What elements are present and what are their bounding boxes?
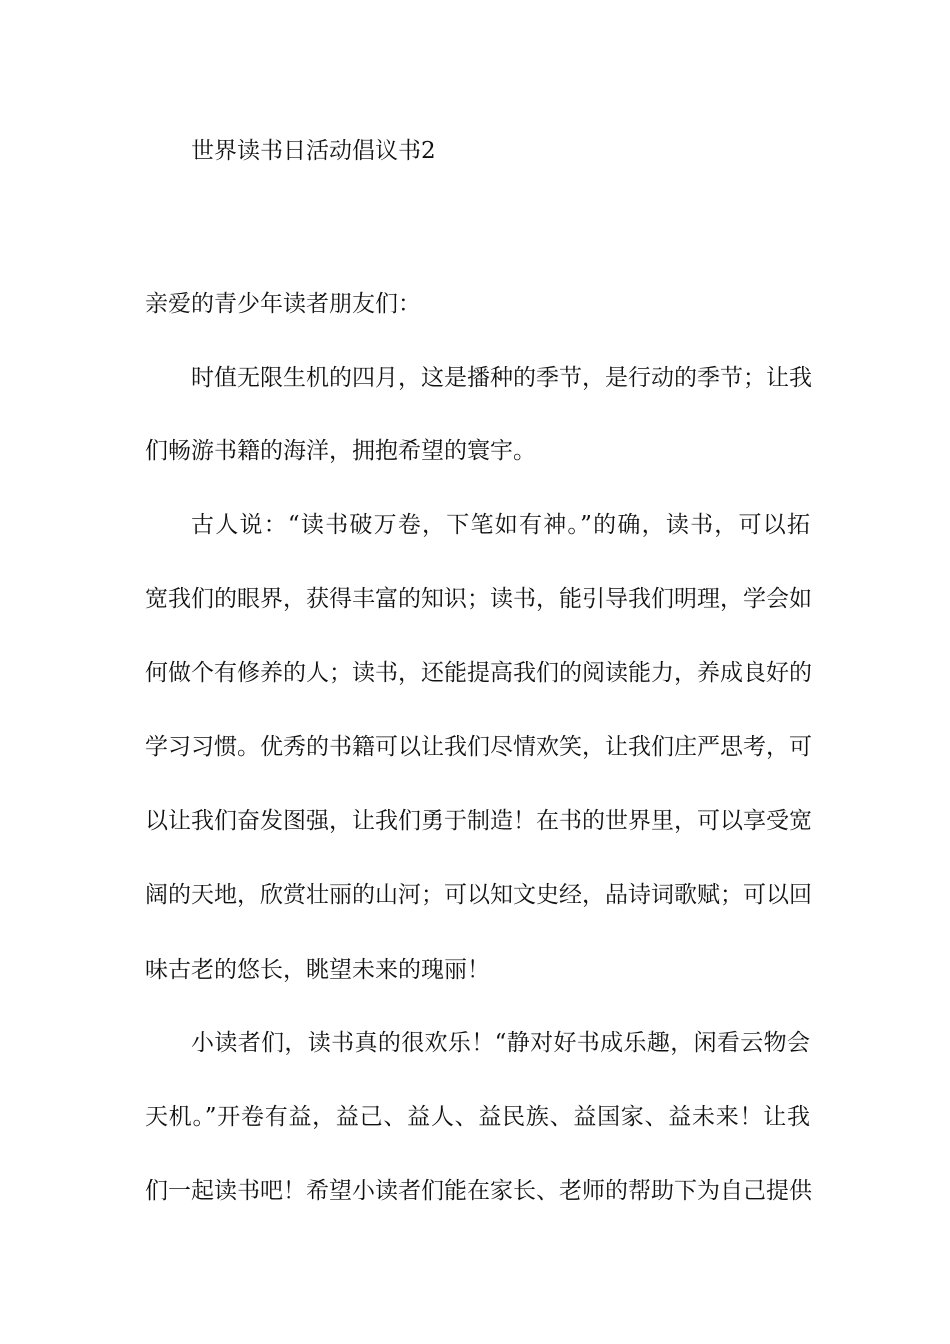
paragraph-3-line-2: 天机。”开卷有益，益己、益人、益民族、益国家、益未来！让我 [145,1104,810,1130]
paragraph-2-line-1: 古人说：“读书破万卷，下笔如有神。”的确，读书，可以拓 [191,512,810,538]
paragraph-2-line-7: 味古老的悠长，眺望未来的瑰丽！ [145,957,490,983]
document-title: 世界读书日活动倡议书2 [191,138,436,164]
paragraph-2-line-3: 何做个有修养的人；读书，还能提高我们的阅读能力，养成良好的 [145,660,812,686]
paragraph-2-line-6: 阔的天地，欣赏壮丽的山河；可以知文史经，品诗词歌赋；可以回 [145,882,812,908]
paragraph-2-line-2: 宽我们的眼界，获得丰富的知识；读书，能引导我们明理，学会如 [145,586,812,612]
paragraph-1-line-1: 时值无限生机的四月，这是播种的季节，是行动的季节；让我 [191,365,812,391]
paragraph-2-line-4: 学习习惯。优秀的书籍可以让我们尽情欢笑，让我们庄严思考，可 [145,734,812,760]
paragraph-2-line-5: 以让我们奋发图强，让我们勇于制造！在书的世界里，可以享受宽 [145,808,812,834]
paragraph-1-line-2: 们畅游书籍的海洋，拥抱希望的寰宇。 [145,438,536,464]
salutation: 亲爱的青少年读者朋友们： [145,291,421,317]
paragraph-3-line-3: 们一起读书吧！希望小读者们能在家长、老师的帮助下为自己提供 [145,1178,812,1204]
paragraph-3-line-1: 小读者们，读书真的很欢乐！“静对好书成乐趣，闲看云物会 [191,1030,810,1056]
